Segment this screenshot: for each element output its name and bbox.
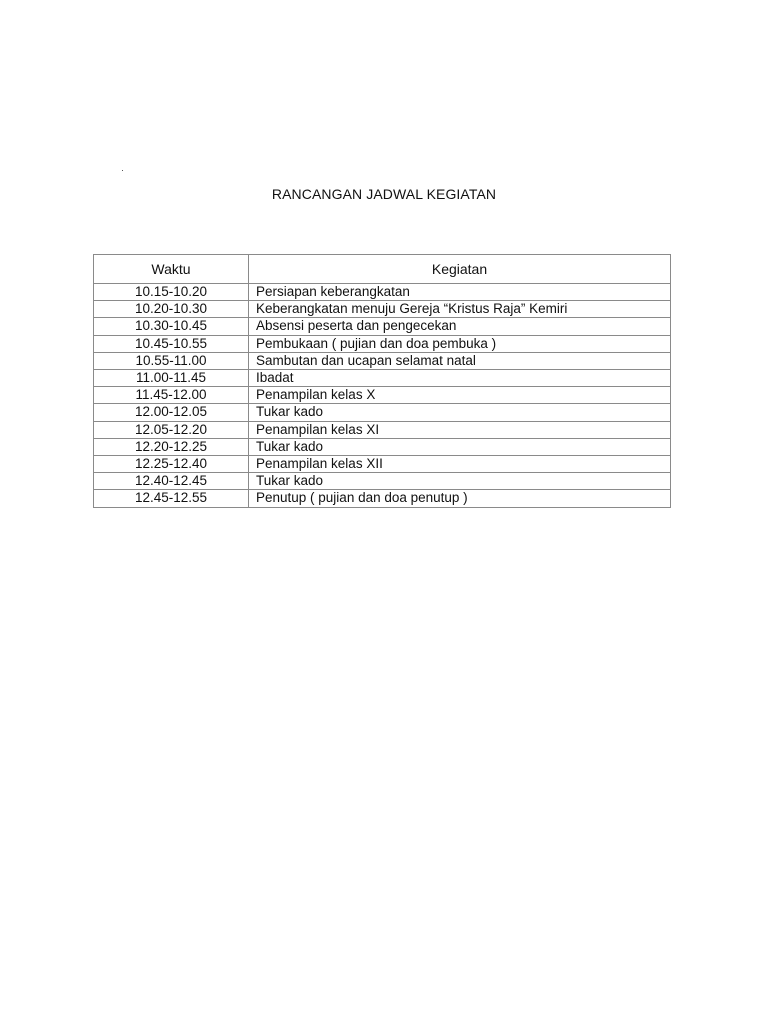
stray-dot-mark [122, 170, 123, 171]
activity-cell: Tukar kado [249, 438, 671, 455]
time-cell: 11.45-12.00 [94, 387, 249, 404]
document-title: RANCANGAN JADWAL KEGIATAN [271, 186, 497, 202]
time-cell: 10.20-10.30 [94, 301, 249, 318]
table-row [94, 284, 671, 301]
column-header-time: Waktu [94, 255, 249, 284]
time-cell: 11.00-11.45 [94, 370, 249, 387]
column-header-activity: Kegiatan [249, 255, 671, 284]
activity-cell: Pembukaan ( pujian dan doa pembuka ) [249, 335, 671, 352]
time-cell: 12.25-12.40 [94, 456, 249, 473]
table-row [94, 404, 671, 421]
activity-cell: Penampilan kelas XII [249, 456, 671, 473]
time-cell: 12.00-12.05 [94, 404, 249, 421]
activity-cell: Tukar kado [249, 473, 671, 490]
time-cell: 10.30-10.45 [94, 318, 249, 335]
activity-cell: Sambutan dan ucapan selamat natal [249, 352, 671, 369]
table-row [94, 335, 671, 352]
activity-cell: Persiapan keberangkatan [249, 284, 671, 301]
table-row [94, 370, 671, 387]
activity-cell: Keberangkatan menuju Gereja “Kristus Raja” Kemiri [249, 301, 671, 318]
time-cell: 10.45-10.55 [94, 335, 249, 352]
table-row [94, 421, 671, 438]
table-row [94, 473, 671, 490]
table-row [94, 318, 671, 335]
time-cell: 12.40-12.45 [94, 473, 249, 490]
activity-cell: Penampilan kelas X [249, 387, 671, 404]
activity-cell: Penutup ( pujian dan doa penutup ) [249, 490, 671, 507]
activity-cell: Penampilan kelas XI [249, 421, 671, 438]
time-cell: 12.45-12.55 [94, 490, 249, 507]
table-row [94, 352, 671, 369]
schedule-table [93, 254, 671, 508]
activity-cell: Absensi peserta dan pengecekan [249, 318, 671, 335]
time-cell: 10.15-10.20 [94, 284, 249, 301]
table-row [94, 301, 671, 318]
table-row [94, 438, 671, 455]
time-cell: 12.05-12.20 [94, 421, 249, 438]
table-row [94, 387, 671, 404]
activity-cell: Tukar kado [249, 404, 671, 421]
time-cell: 12.20-12.25 [94, 438, 249, 455]
table-row [94, 490, 671, 507]
table-row [94, 456, 671, 473]
activity-cell: Ibadat [249, 370, 671, 387]
time-cell: 10.55-11.00 [94, 352, 249, 369]
table-header-row [94, 255, 671, 284]
